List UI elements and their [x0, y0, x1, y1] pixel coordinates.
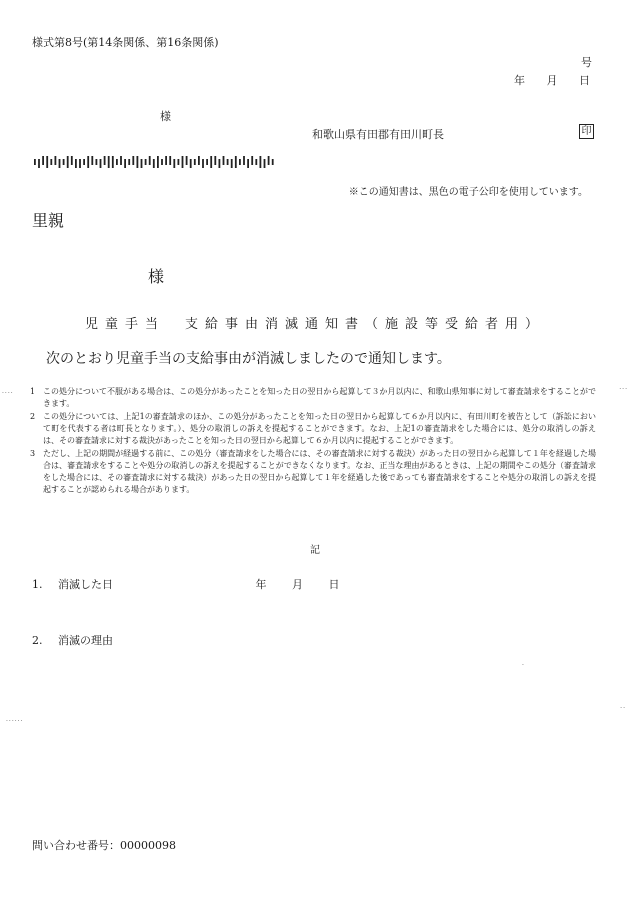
barcode-bar	[272, 159, 274, 165]
issue-date-day: 日	[579, 74, 592, 87]
barcode-bar	[239, 159, 241, 165]
item-number: 1.	[32, 578, 43, 591]
barcode-bar	[206, 159, 208, 165]
seal-note: ※この通知書は、黒色の電子公印を使用しています。	[348, 187, 588, 198]
customer-barcode	[34, 156, 276, 168]
appeal-note	[30, 386, 596, 410]
barcode-bar	[67, 156, 69, 168]
barcode-bar	[112, 156, 114, 168]
barcode-bar	[169, 156, 171, 165]
barcode-bar	[71, 156, 73, 165]
barcode-bar	[149, 156, 151, 165]
barcode-bar	[38, 159, 40, 168]
barcode-bar	[210, 156, 212, 168]
barcode-bar	[264, 159, 266, 168]
barcode-bar	[132, 156, 134, 165]
stray-dot: .	[522, 660, 525, 667]
appeal-notes	[30, 386, 596, 497]
barcode-bar	[34, 159, 36, 165]
barcode-bar	[161, 159, 163, 165]
barcode-bar	[63, 159, 65, 165]
barcode-bar	[145, 159, 147, 165]
item-label: 消滅の理由	[58, 634, 113, 647]
document-number-suffix: 号	[581, 56, 592, 69]
barcode-bar	[55, 156, 57, 165]
margin-dots-right: ...	[619, 384, 628, 391]
margin-dots-left: ....	[2, 388, 14, 395]
extinction-day: 日	[328, 578, 340, 591]
barcode-bar	[186, 156, 188, 165]
issue-date	[514, 72, 592, 88]
barcode-bar	[153, 159, 155, 168]
appeal-note-number: 2	[30, 412, 36, 421]
barcode-bar	[91, 156, 93, 165]
barcode-bar	[120, 156, 122, 165]
appeal-note-text: この処分について不服がある場合は、この処分があったことを知った日の翌日から起算して３か月以内に、和歌山県知事に対して審査請求をすることができます。	[43, 387, 596, 408]
item-extinction-reason	[32, 632, 113, 648]
document-title: 児童手当 支給事由消滅通知書（施設等受給者用）	[84, 317, 545, 332]
barcode-bar	[128, 159, 130, 165]
barcode-bar	[42, 156, 44, 165]
barcode-bar	[165, 156, 167, 165]
extinction-month: 月	[292, 578, 303, 591]
barcode-bar	[116, 159, 118, 165]
barcode-bar	[243, 156, 245, 165]
lead-sentence: 次のとおり児童手当の支給事由が消滅しましたので通知します。	[46, 351, 451, 367]
addressee-top-honorific: 様	[160, 110, 171, 123]
barcode-bar	[79, 159, 81, 168]
barcode-bar	[50, 159, 52, 165]
barcode-bar	[235, 156, 237, 168]
barcode-bar	[255, 159, 257, 165]
barcode-bar	[141, 159, 143, 168]
inquiry-value: 00000098	[120, 839, 176, 852]
inquiry-label: 問い合わせ番号：	[32, 839, 120, 852]
appeal-note-text: この処分については、上記1の審査請求のほか、この処分があったことを知った日の翌日から起算して６か月以内に、有田川町を被告として（訴訟において町を代表する者は町長となります。）、処分の取消しの訴えを提起することができます。なお、上記1の審査請求をした場合には、処分の取消しの訴えは、その審査請求に対する裁決があったことを知った日の翌日から起算して６か月以内に提起することができます。	[43, 412, 596, 445]
appeal-note-number: 3	[30, 449, 36, 458]
barcode-bar	[157, 156, 159, 168]
issue-date-year: 年	[514, 74, 527, 87]
margin-dots-left-lower: ......	[6, 716, 24, 723]
form-number: 様式第8号(第14条関係、第16条関係)	[32, 36, 219, 49]
official-seal: 印	[579, 124, 594, 139]
barcode-bar	[96, 159, 98, 165]
margin-dots-right-lower: ..	[620, 703, 626, 710]
barcode-bar	[251, 156, 253, 165]
barcode-bar	[190, 159, 192, 168]
barcode-bar	[214, 156, 216, 165]
barcode-bar	[100, 159, 102, 168]
barcode-bar	[194, 159, 196, 165]
barcode-bar	[219, 159, 221, 168]
barcode-bar	[83, 159, 85, 165]
barcode-bar	[124, 159, 126, 168]
recipient-name: 里親	[32, 211, 65, 230]
barcode-bar	[108, 156, 110, 168]
barcode-bar	[182, 156, 184, 168]
barcode-bar	[87, 156, 89, 168]
barcode-bar	[223, 156, 225, 165]
extinction-year: 年	[255, 578, 267, 591]
ki-heading: 記	[310, 545, 320, 556]
item-number: 2.	[32, 634, 43, 647]
barcode-bar	[137, 156, 139, 168]
item-extinction-date	[32, 576, 362, 592]
barcode-bar	[231, 159, 233, 168]
issuer-name: 和歌山県有田郡有田川町長	[312, 128, 444, 141]
barcode-bar	[268, 156, 270, 165]
barcode-bar	[198, 156, 200, 165]
appeal-note-text: ただし、上記の期間が経過する前に、この処分（審査請求をした場合には、その審査請求に対する裁決）があった日の翌日から起算して１年を経過した場合は、審査請求をすることや処分の取消しの訴えを提起することができなくなります。なお、正当な理由があるときは、上記の期間やこの処分（審査請求をした場合には、その審査請求に対する裁決）があった日の翌日から起算して１年を経過した後であっても審査請求をすることや処分の取消しの訴えを提起することが認められる場合があります。	[43, 449, 596, 494]
recipient-honorific: 様	[148, 267, 165, 286]
barcode-bar	[227, 159, 229, 165]
barcode-bar	[173, 159, 175, 168]
issue-date-month: 月	[546, 74, 560, 87]
item-label: 消滅した日	[58, 578, 113, 591]
barcode-bar	[178, 159, 180, 165]
barcode-bar	[104, 156, 106, 165]
barcode-bar	[75, 159, 77, 168]
barcode-bar	[46, 156, 48, 168]
barcode-bar	[202, 159, 204, 168]
inquiry-number	[32, 837, 176, 853]
appeal-note-number: 1	[30, 387, 36, 396]
appeal-note	[30, 411, 596, 447]
barcode-bar	[59, 159, 61, 168]
appeal-note	[30, 448, 596, 496]
barcode-bar	[260, 156, 262, 168]
barcode-bar	[247, 159, 249, 168]
